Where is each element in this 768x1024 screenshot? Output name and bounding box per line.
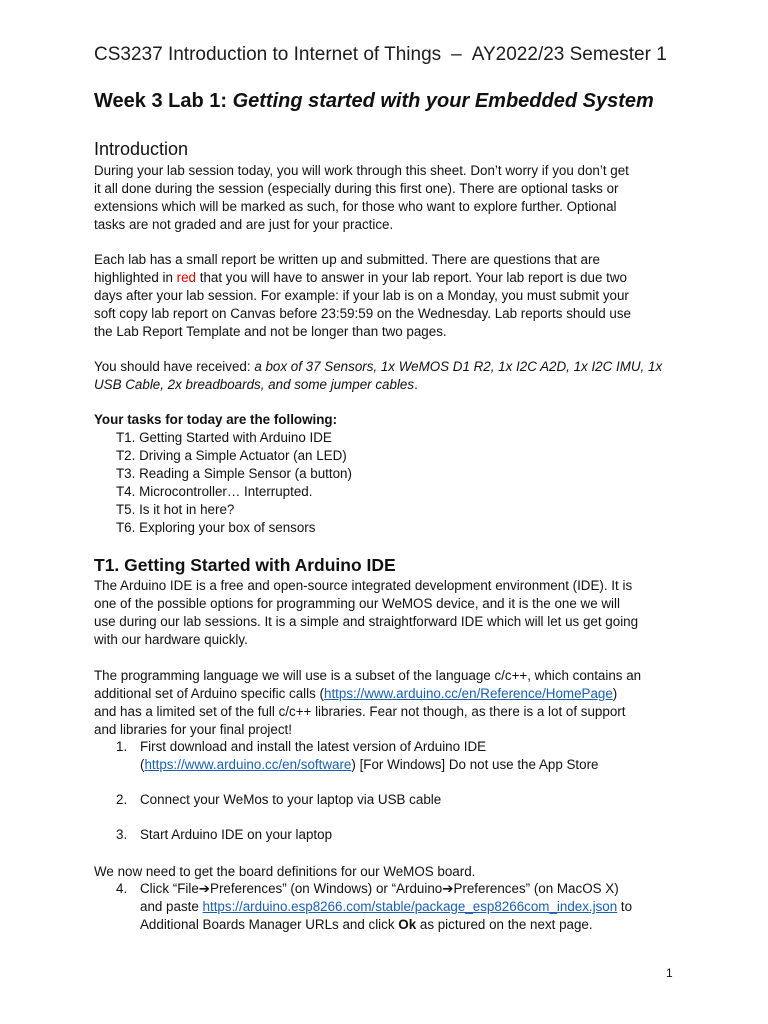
tasks-heading: Your tasks for today are the following: [94,412,338,427]
esp8266-json-link[interactable]: https://arduino.esp8266.com/stable/package_esp8266com_index.json [202,899,618,914]
list-item: 2. Connect your WeMos to your laptop via USB cable [116,792,442,807]
task-list [116,429,352,537]
header-dash: – [451,44,462,65]
intro-paragraph-1: During your lab session today, you will work through this sheet. Don’t worry if you don’t get it all done during the session (especially during this first one). There are optional tasks or extensions which will be marked as such, for those who want to explore further. Optional tasks are not graded and are just for your practice. [94,163,629,232]
arduino-software-link[interactable]: https://www.arduino.cc/en/software [144,757,352,772]
term-label: AY2022/23 Semester 1 [471,44,667,65]
list-item: 1. First download and install the latest version of Arduino IDE (https://www.arduino.cc/en/software) [For Windows] Do not use the App Store [116,739,599,772]
list-item: T4. Microcontroller… Interrupted. [116,484,313,499]
steps-list-2 [116,880,686,934]
arrow-right-icon: ➔ [198,881,211,896]
t1-paragraph-1: The Arduino IDE is a free and open-source integrated development environment (IDE). It is one of the possible options for programming our WeMOS device, and it is the one we will use during our lab sessions. It is a simple and straightforward IDE which will let us get going with our hardware quickly. [94,578,639,647]
list-item: T2. Driving a Simple Actuator (an LED) [116,448,347,463]
course-title: CS3237 Introduction to Internet of Things [94,44,442,65]
steps-list-1 [116,738,686,844]
board-definitions-text: We now need to get the board definitions for our WeMOS board. [94,864,476,879]
introduction-heading: Introduction [94,139,189,159]
document-title [94,90,654,113]
red-highlight: red [176,270,196,285]
t1-paragraph-2: The programming language we will use is a subset of the language c/c++, which contains an additional set of Arduino specific calls (https://www.arduino.cc/en/Reference/HomePage) and has a limited set of the full c/c++ libraries. Fear not though, as there is a lot of support and libraries for your final project! [94,668,642,737]
intro-paragraph-2: Each lab has a small report be written up and submitted. There are questions that are highlighted in red that you will have to answer in your lab report. Your lab report is due two days after your lab session. For example: if your lab is on a Monday, you must submit your soft copy lab report on Canvas before 23:59:59 on the Wednesday. Lab reports should use the Lab Report Template and not be longer than two pages. [94,252,631,339]
list-item: T1. Getting Started with Arduino IDE [116,430,332,445]
list-item: 4. Click “File➔Preferences” (on Windows) or “Arduino➔Preferences” (on MacOS X) and paste https://arduino.esp8266.com/stable/package_esp8266com_index.json to Additional Boards Manager URLs and click Ok as pictured on the next page. [116,881,633,932]
list-item: 3. Start Arduino IDE on your laptop [116,827,333,842]
list-item: T5. Is it hot in here? [116,502,235,517]
page-number: 1 [666,966,673,980]
list-item: T6. Exploring your box of sensors [116,520,316,535]
title-prefix: Week 3 Lab 1: [94,90,233,112]
arrow-right-icon: ➔ [442,881,454,896]
list-item: T3. Reading a Simple Sensor (a button) [116,466,352,481]
received-items-paragraph: You should have received: a box of 37 Sensors, 1x WeMOS D1 R2, 1x I2C A2D, 1x I2C IMU, 1x USB Cable, 2x breadboards, and some jumper cables. [94,359,663,392]
title-italic: Getting started with your Embedded System [232,90,654,112]
arduino-reference-link[interactable]: https://www.arduino.cc/en/Reference/HomePage [324,686,613,701]
t1-heading: T1. Getting Started with Arduino IDE [94,555,396,575]
page-header [94,44,714,66]
